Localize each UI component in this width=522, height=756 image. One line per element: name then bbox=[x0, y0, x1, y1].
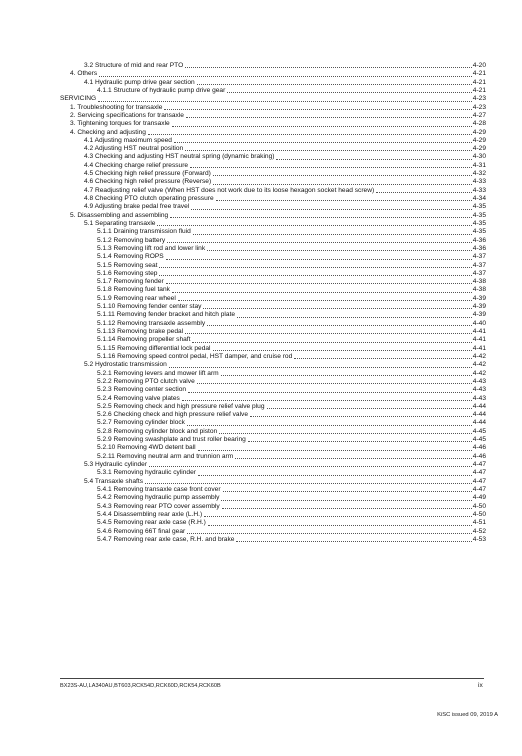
toc-entry-page: 4-28 bbox=[472, 120, 486, 128]
toc-entry[interactable] bbox=[60, 253, 486, 261]
toc-leader-dots bbox=[237, 317, 472, 318]
toc-entry-page: 4-39 bbox=[472, 311, 486, 319]
toc-leader-dots bbox=[204, 516, 472, 517]
toc-entry[interactable] bbox=[60, 328, 486, 336]
toc-leader-dots bbox=[207, 325, 472, 326]
toc-entry-page: 4-52 bbox=[472, 527, 486, 535]
toc-entry-page: 4-35 bbox=[472, 219, 486, 227]
toc-entry[interactable] bbox=[60, 345, 486, 353]
toc-leader-dots bbox=[185, 67, 472, 68]
toc-entry[interactable] bbox=[60, 320, 486, 328]
toc-leader-dots bbox=[276, 159, 471, 160]
toc-entry-page: 4-47 bbox=[472, 477, 486, 485]
toc-entry-page: 4-50 bbox=[472, 502, 486, 510]
toc-entry[interactable] bbox=[60, 436, 486, 444]
toc-entry-title: 5.2.11 Removing neutral arm and trunnion arm bbox=[97, 452, 234, 460]
toc-entry[interactable] bbox=[60, 411, 486, 419]
toc-leader-dots bbox=[192, 342, 471, 343]
toc-entry-page: 4-27 bbox=[472, 111, 486, 119]
toc-entry-page: 4-34 bbox=[472, 195, 486, 202]
toc-entry-page: 4-37 bbox=[472, 261, 486, 269]
toc-entry-title: 4. Checking and adjusting bbox=[70, 128, 146, 136]
toc-entry-page: 4-39 bbox=[472, 303, 486, 311]
toc-leader-dots bbox=[187, 425, 472, 426]
toc-entry-title: 2. Servicing specifications for transaxle bbox=[70, 111, 184, 119]
toc-entry-title: 5.1.4 Removing ROPS bbox=[97, 253, 164, 261]
toc-entry-page: 4-45 bbox=[472, 436, 486, 444]
toc-entry[interactable] bbox=[60, 220, 486, 228]
toc-entry-title: 4.1 Adjusting maximum speed bbox=[84, 136, 172, 144]
toc-leader-dots bbox=[191, 209, 472, 210]
toc-entry[interactable] bbox=[60, 112, 486, 120]
toc-entry-title: 5.4.2 Removing hydraulic pump assembly bbox=[97, 494, 220, 502]
toc-entry-title: 4.1 Hydraulic pump drive gear section bbox=[84, 78, 195, 86]
toc-leader-dots bbox=[197, 383, 472, 384]
toc-entry-title: 3. Tightening torques for transaxle bbox=[70, 120, 170, 128]
footer-model-list: BX23S-AU,LA340AU,BT603,RCK54D,RCK60D,RCK54,RCK60B bbox=[60, 683, 221, 689]
toc-entry-title: 5.3.1 Removing hydraulic cylinder bbox=[97, 469, 196, 477]
toc-leader-dots bbox=[157, 225, 471, 226]
toc-entry-page: 4-36 bbox=[472, 244, 486, 252]
toc-entry-title: 4.4 Checking charge relief pressure bbox=[84, 161, 189, 169]
toc-entry-title: 5.1.5 Removing seat bbox=[97, 261, 158, 269]
toc-entry-page: 4-30 bbox=[472, 153, 486, 161]
toc-entry[interactable] bbox=[60, 187, 486, 195]
toc-entry[interactable] bbox=[60, 386, 486, 394]
toc-leader-dots bbox=[166, 259, 472, 260]
toc-entry-page: 4-42 bbox=[472, 369, 486, 377]
toc-entry-title: 5.4.7 Removing rear axle case, R.H. and brake bbox=[97, 535, 235, 543]
toc-entry-title: 5.2.4 Removing valve plates bbox=[97, 394, 180, 402]
toc-entry-page: 4-23 bbox=[472, 103, 486, 111]
toc-entry-title: 5.2.5 Removing check and high pressure relief valve plug bbox=[97, 402, 265, 410]
toc-entry-page: 4-53 bbox=[472, 535, 486, 543]
toc-leader-dots bbox=[213, 184, 472, 185]
toc-entry[interactable] bbox=[60, 153, 486, 161]
toc-leader-dots bbox=[159, 275, 471, 276]
toc-entry-page: 4-35 bbox=[472, 211, 486, 219]
toc-entry-title: 4.2 Adjusting HST neutral position bbox=[84, 145, 184, 153]
toc-entry-page: 4-29 bbox=[472, 145, 486, 153]
toc-entry-title: 5.1 Separating transaxle bbox=[84, 219, 156, 227]
toc-entry-page: 4-43 bbox=[472, 394, 486, 402]
toc-entry-title: 5.4.3 Removing rear PTO cover assembly bbox=[97, 502, 220, 510]
toc-entry-page: 4-46 bbox=[472, 452, 486, 460]
toc-entry-title: 5.1.3 Removing lift rod and lower link bbox=[97, 244, 206, 252]
toc-entry-title: 5.4.1 Removing transaxle case front cover bbox=[97, 485, 221, 493]
toc-entry[interactable] bbox=[60, 336, 486, 344]
toc-leader-dots bbox=[188, 392, 472, 393]
toc-entry-title: 5.4.5 Removing rear axle case (R.H.) bbox=[97, 519, 206, 527]
toc-leader-dots bbox=[219, 433, 472, 434]
toc-entry[interactable] bbox=[60, 129, 486, 137]
toc-entry-page: 4-37 bbox=[472, 269, 486, 277]
toc-entry[interactable] bbox=[60, 87, 486, 95]
toc-entry[interactable] bbox=[60, 444, 486, 452]
toc-leader-dots bbox=[250, 416, 472, 417]
toc-leader-dots bbox=[169, 367, 472, 368]
toc-entry-page: 4-38 bbox=[472, 278, 486, 286]
toc-leader-dots bbox=[98, 101, 472, 102]
toc-entry-page: 4-29 bbox=[472, 128, 486, 136]
toc-entry-title: 5.2 Hydrostatic transmission bbox=[84, 361, 167, 369]
toc-entry[interactable] bbox=[60, 104, 486, 112]
toc-entry-title: 5. Disassembling and assembling bbox=[70, 211, 169, 219]
toc-entry-title: 5.1.14 Removing propeller shaft bbox=[97, 336, 191, 344]
toc-entry[interactable] bbox=[60, 170, 486, 178]
footer-divider bbox=[60, 678, 484, 679]
toc-entry[interactable] bbox=[60, 528, 486, 536]
toc-entry-page: 4-35 bbox=[472, 228, 486, 236]
toc-entry[interactable] bbox=[60, 311, 486, 319]
toc-entry-page: 4-49 bbox=[472, 494, 486, 502]
toc-leader-dots bbox=[227, 92, 472, 93]
toc-entry[interactable] bbox=[60, 453, 486, 461]
toc-leader-dots bbox=[164, 109, 471, 110]
toc-entry[interactable] bbox=[60, 278, 486, 286]
toc-entry[interactable] bbox=[60, 295, 486, 303]
toc-leader-dots bbox=[267, 408, 472, 409]
toc-leader-dots bbox=[166, 283, 472, 284]
toc-entry-page: 4-45 bbox=[472, 427, 486, 435]
toc-leader-dots bbox=[198, 450, 472, 451]
toc-entry-page: 4-20 bbox=[472, 62, 486, 69]
toc-entry[interactable] bbox=[60, 195, 486, 203]
toc-leader-dots bbox=[185, 333, 472, 334]
toc-entry-page: 4-44 bbox=[472, 402, 486, 410]
footer-page-number: ix bbox=[478, 682, 483, 689]
toc-entry[interactable] bbox=[60, 120, 486, 128]
toc-entry[interactable] bbox=[60, 395, 486, 403]
toc-leader-dots bbox=[198, 475, 472, 476]
toc-leader-dots bbox=[236, 541, 471, 542]
toc-entry-page: 4-43 bbox=[472, 377, 486, 385]
toc-entry-title: 5.2.3 Removing center section bbox=[97, 386, 187, 394]
toc-entry-title: 5.1.12 Removing transaxle assembly bbox=[97, 319, 206, 327]
toc-entry[interactable] bbox=[60, 79, 486, 87]
toc-entry-page: 4-35 bbox=[472, 203, 486, 211]
toc-leader-dots bbox=[145, 483, 472, 484]
toc-entry-page: 4-50 bbox=[472, 510, 486, 518]
toc-entry-title: 4.3 Checking and adjusting HST neutral spring (dynamic braking) bbox=[84, 153, 275, 161]
toc-entry-page: 4-38 bbox=[472, 286, 486, 294]
toc-leader-dots bbox=[159, 267, 471, 268]
toc-entry-page: 4-41 bbox=[472, 336, 486, 344]
toc-entry-page: 4-44 bbox=[472, 419, 486, 427]
toc-leader-dots bbox=[223, 491, 472, 492]
toc-entry-title: 5.2.8 Removing cylinder block and piston bbox=[97, 427, 218, 435]
toc-entry[interactable] bbox=[60, 503, 486, 511]
toc-entry-page: 4-21 bbox=[472, 70, 486, 78]
toc-entry-title: 4.1.1 Structure of hydraulic pump drive gear bbox=[97, 86, 226, 94]
toc-entry[interactable] bbox=[60, 478, 486, 486]
toc-entry-page: 4-43 bbox=[472, 386, 486, 394]
toc-entry-title: 5.2.7 Removing cylinder block bbox=[97, 419, 185, 427]
toc-entry[interactable] bbox=[60, 270, 486, 278]
toc-entry-page: 4-47 bbox=[472, 469, 486, 477]
toc-leader-dots bbox=[182, 400, 472, 401]
toc-leader-dots bbox=[170, 217, 472, 218]
toc-entry-page: 4-47 bbox=[472, 485, 486, 493]
toc-entry-title: 4.7 Readjusting relief valve (When HST does not work due to its loose hexagon socket head screw) bbox=[84, 186, 375, 194]
toc-entry[interactable] bbox=[60, 378, 486, 386]
toc-entry-title: 5.3 Hydraulic cylinder bbox=[84, 461, 148, 468]
toc-leader-dots bbox=[172, 292, 472, 293]
toc-entry[interactable] bbox=[60, 286, 486, 294]
toc-entry[interactable] bbox=[60, 245, 486, 253]
toc-entry-title: 5.1.2 Removing battery bbox=[97, 236, 166, 244]
toc-entry-page: 4-41 bbox=[472, 328, 486, 335]
toc-entry-page: 4-21 bbox=[472, 78, 486, 86]
toc-leader-dots bbox=[213, 175, 472, 176]
toc-entry-page: 4-31 bbox=[472, 161, 486, 169]
toc-entry[interactable] bbox=[60, 494, 486, 502]
toc-entry[interactable] bbox=[60, 486, 486, 494]
toc-entry-title: 5.1.16 Removing speed control pedal, HST damper, and cruise rod bbox=[97, 352, 293, 360]
toc-entry-title: 5.1.7 Removing fender bbox=[97, 278, 164, 286]
toc-entry-page: 4-46 bbox=[472, 444, 486, 452]
toc-entry-page: 4-36 bbox=[472, 236, 486, 244]
toc-entry-title: 5.2.1 Removing levers and mower lift arm bbox=[97, 369, 219, 377]
toc-leader-dots bbox=[197, 84, 472, 85]
toc-entry[interactable] bbox=[60, 519, 486, 527]
toc-leader-dots bbox=[187, 533, 472, 534]
toc-entry[interactable] bbox=[60, 137, 486, 145]
toc-entry-page: 4-39 bbox=[472, 294, 486, 302]
toc-entry-page: 4-41 bbox=[472, 344, 486, 352]
toc-entry[interactable] bbox=[60, 536, 486, 544]
toc-leader-dots bbox=[178, 300, 472, 301]
toc-entry-page: 4-21 bbox=[472, 86, 486, 94]
toc-entry[interactable] bbox=[60, 62, 486, 70]
toc-leader-dots bbox=[213, 350, 472, 351]
toc-leader-dots bbox=[186, 117, 472, 118]
toc-leader-dots bbox=[207, 250, 472, 251]
toc-entry-page: 4-42 bbox=[472, 352, 486, 360]
toc-leader-dots bbox=[376, 192, 472, 193]
toc-entry-page: 4-44 bbox=[472, 411, 486, 419]
toc-entry[interactable] bbox=[60, 428, 486, 436]
toc-entry-title: 5.1.13 Removing brake pedal bbox=[97, 328, 184, 335]
toc-entry[interactable] bbox=[60, 212, 486, 220]
toc-entry-page: 4-23 bbox=[472, 95, 486, 103]
toc-leader-dots bbox=[248, 441, 472, 442]
toc-leader-dots bbox=[235, 458, 472, 459]
toc-entry-title: 5.1.6 Removing step bbox=[97, 269, 158, 277]
toc-entry-title: 3.2 Structure of mid and rear PTO bbox=[84, 62, 184, 69]
toc-leader-dots bbox=[148, 134, 472, 135]
toc-entry[interactable] bbox=[60, 469, 486, 477]
toc-entry-page: 4-47 bbox=[472, 461, 486, 468]
toc-entry-title: 5.2.10 Removing 4WD detent ball bbox=[97, 444, 196, 452]
toc-entry[interactable] bbox=[60, 461, 486, 469]
toc-entry-title: 4.8 Checking PTO clutch operating pressure bbox=[84, 195, 214, 202]
toc-leader-dots bbox=[216, 200, 472, 201]
toc-entry[interactable] bbox=[60, 303, 486, 311]
toc-leader-dots bbox=[193, 234, 472, 235]
toc-entry-title: 5.4.6 Removing 66T final gear bbox=[97, 527, 186, 535]
toc-entry[interactable] bbox=[60, 178, 486, 186]
toc-entry-title: SERVICING bbox=[60, 95, 97, 103]
toc-entry-title: 5.1.11 Removing fender bracket and hitch plate bbox=[97, 311, 236, 319]
toc-entry-title: 5.1.1 Draining transmission fluid bbox=[97, 228, 191, 236]
toc-leader-dots bbox=[149, 466, 472, 467]
toc-entry-title: 4.6 Checking high relief pressure (Reverse) bbox=[84, 178, 212, 186]
toc-entry[interactable] bbox=[60, 145, 486, 153]
toc-entry-page: 4-29 bbox=[472, 136, 486, 144]
toc-leader-dots bbox=[172, 126, 472, 127]
toc-entry-title: 1. Troubleshooting for transaxle bbox=[70, 103, 163, 111]
toc-entry-title: 5.2.6 Checking check and high pressure relief valve bbox=[97, 411, 249, 419]
toc-entry[interactable] bbox=[60, 403, 486, 411]
toc-entry-page: 4-32 bbox=[472, 170, 486, 178]
toc-entry-title: 5.4.4 Disassembling rear axle (L.H.) bbox=[97, 510, 203, 518]
toc-leader-dots bbox=[221, 500, 471, 501]
toc-entry[interactable] bbox=[60, 203, 486, 211]
toc-entry[interactable] bbox=[60, 262, 486, 270]
toc-entry[interactable] bbox=[60, 370, 486, 378]
toc-entry[interactable] bbox=[60, 361, 486, 369]
toc-entry-title: 5.2.2 Removing PTO clutch valve bbox=[97, 377, 195, 385]
toc-leader-dots bbox=[221, 375, 472, 376]
toc-entry[interactable] bbox=[60, 95, 486, 103]
toc-entry-page: 4-33 bbox=[472, 178, 486, 186]
toc-entry[interactable] bbox=[60, 162, 486, 170]
toc-entry-page: 4-33 bbox=[472, 186, 486, 194]
toc-leader-dots bbox=[99, 76, 472, 77]
table-of-contents bbox=[60, 62, 486, 544]
toc-entry-title: 5.2.9 Removing swashplate and trust roller bearing bbox=[97, 436, 246, 444]
toc-entry-title: 5.1.9 Removing rear wheel bbox=[97, 294, 176, 302]
toc-leader-dots bbox=[222, 508, 472, 509]
toc-entry[interactable] bbox=[60, 70, 486, 78]
toc-entry-title: 5.4 Transaxle shafts bbox=[84, 477, 144, 485]
toc-entry[interactable] bbox=[60, 237, 486, 245]
toc-leader-dots bbox=[190, 167, 472, 168]
issued-stamp: KiSC issued 09, 2019 A bbox=[437, 712, 498, 718]
toc-entry-title: 5.1.15 Removing differential lock pedal bbox=[97, 344, 211, 352]
toc-entry[interactable] bbox=[60, 511, 486, 519]
toc-entry-page: 4-51 bbox=[472, 519, 486, 527]
toc-entry[interactable] bbox=[60, 419, 486, 427]
toc-entry-title: 5.1.10 Removing fender center stay bbox=[97, 303, 202, 311]
toc-entry[interactable] bbox=[60, 353, 486, 361]
toc-entry-page: 4-42 bbox=[472, 361, 486, 369]
toc-entry-page: 4-40 bbox=[472, 319, 486, 327]
toc-leader-dots bbox=[185, 150, 472, 151]
toc-entry[interactable] bbox=[60, 228, 486, 236]
toc-leader-dots bbox=[208, 525, 472, 526]
toc-leader-dots bbox=[294, 358, 472, 359]
toc-entry-page: 4-37 bbox=[472, 253, 486, 261]
toc-leader-dots bbox=[203, 308, 471, 309]
toc-leader-dots bbox=[174, 142, 472, 143]
toc-entry-title: 4.5 Checking high relief pressure (Forward) bbox=[84, 170, 211, 178]
toc-entry-title: 4. Others bbox=[70, 70, 98, 78]
toc-leader-dots bbox=[167, 242, 472, 243]
toc-entry-title: 4.9 Adjusting brake pedal free travel bbox=[84, 203, 190, 211]
toc-entry-title: 5.1.8 Removing fuel tank bbox=[97, 286, 170, 294]
